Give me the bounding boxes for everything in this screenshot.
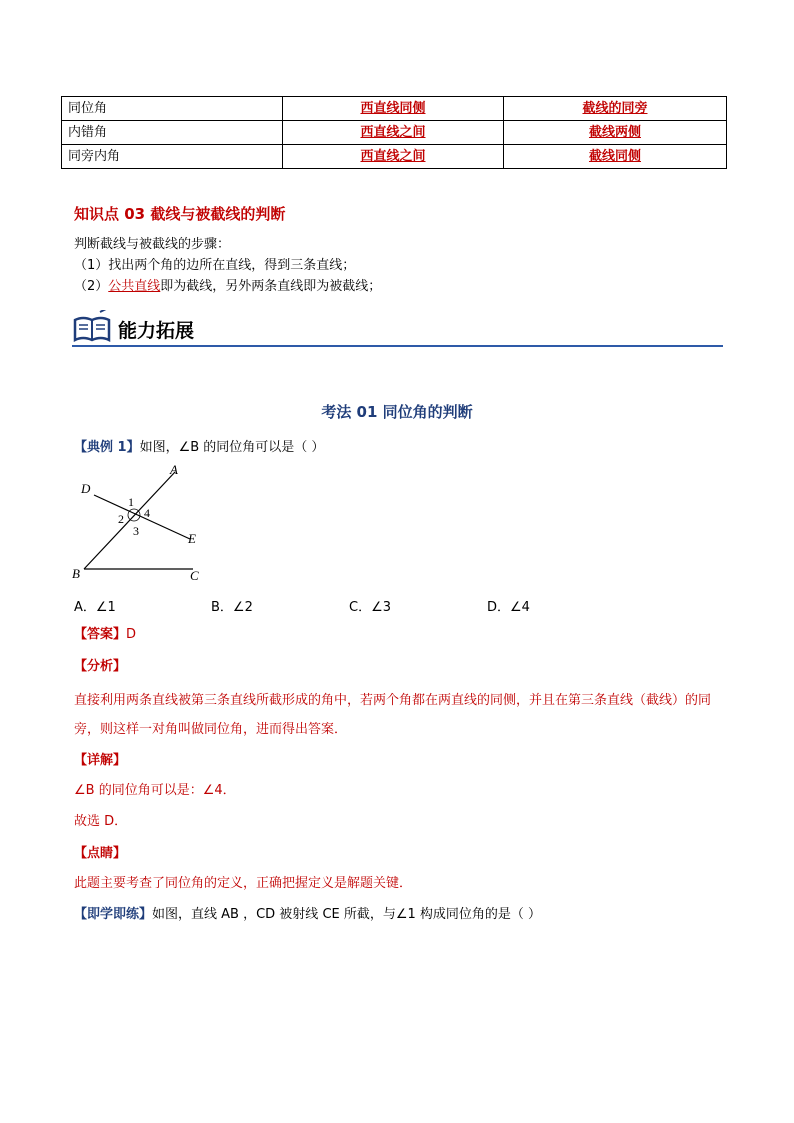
open-book-icon — [72, 310, 112, 348]
practice-label: 【即学即练】 — [74, 907, 153, 922]
comment-text: 此题主要考查了同位角的定义，正确把握定义是解题关键． — [74, 876, 413, 891]
angle-name-cell: 同旁内角 — [62, 145, 283, 169]
table-row — [62, 145, 727, 169]
practice-question-text: 如图，直线 AB ，CD 被射线 CE 所截，与∠1 构成同位角的是（ ） — [152, 907, 542, 922]
analysis-label: 【分析】 — [74, 659, 127, 674]
label-b: B — [72, 566, 80, 581]
option-c: C．∠3 — [349, 600, 392, 615]
detail-label: 【详解】 — [74, 753, 127, 768]
detail-line-1: ∠B 的同位角可以是：∠4． — [74, 783, 236, 798]
example-question — [74, 437, 324, 459]
position-cell: 截线同侧 — [588, 148, 641, 164]
table-row — [62, 97, 727, 121]
section-divider — [72, 345, 723, 347]
angle-name-cell: 同位角 — [62, 97, 283, 121]
table-row — [62, 121, 727, 145]
label-4: 4 — [144, 506, 150, 520]
option-b: B．∠2 — [211, 600, 253, 615]
section-title: 能力拓展 — [118, 320, 195, 342]
option-a: A．∠1 — [74, 600, 116, 615]
answer-value: D — [126, 627, 137, 642]
label-3: 3 — [133, 524, 139, 538]
answer-line — [74, 624, 136, 646]
label-d: D — [81, 481, 91, 496]
label-2: 2 — [118, 512, 124, 526]
position-cell: 西直线之间 — [360, 124, 426, 140]
example-label: 【典例 1】 — [74, 440, 140, 455]
kp-step-2 — [74, 276, 381, 298]
comment-label: 【点睛】 — [74, 846, 127, 861]
detail-line-2: 故选 D． — [74, 814, 128, 829]
label-c: C — [190, 568, 199, 583]
practice-question — [74, 904, 541, 926]
option-d: D．∠4 — [487, 600, 530, 615]
knowledge-point-title: 知识点 03 截线与被截线的判断 — [74, 205, 286, 223]
kp-step-2-highlight: 公共直线 — [108, 279, 161, 294]
kp-step-2-rest: 即为截线，另外两条直线即为被截线； — [160, 279, 382, 294]
kp-step-2-prefix: （2） — [74, 279, 109, 294]
position-cell: 截线的同旁 — [582, 100, 648, 116]
label-a: A — [170, 462, 178, 477]
kp-step-1: （1）找出两个角的边所在直线，得到三条直线； — [74, 258, 356, 273]
analysis-text: 直接利用两条直线被第三条直线所截形成的角中，若两个角都在两直线的同侧，并且在第三条直线（截线）的同旁，则这样一对角叫做同位角，进而得出答案． — [74, 693, 712, 737]
example-question-text: 如图，∠B 的同位角可以是（ ） — [139, 440, 325, 455]
label-1: 1 — [128, 495, 134, 509]
angle-name-cell: 内错角 — [62, 121, 283, 145]
method-title: 考法 01 同位角的判断 — [321, 403, 473, 421]
geometry-figure — [68, 462, 218, 591]
label-e: E — [188, 531, 196, 546]
kp-intro: 判断截线与被截线的步骤： — [74, 237, 231, 252]
position-cell: 西直线之间 — [360, 148, 426, 164]
answer-label: 【答案】 — [74, 627, 127, 642]
angle-comparison-table — [61, 96, 727, 169]
position-cell: 西直线同侧 — [360, 100, 426, 116]
position-cell: 截线两侧 — [588, 124, 641, 140]
